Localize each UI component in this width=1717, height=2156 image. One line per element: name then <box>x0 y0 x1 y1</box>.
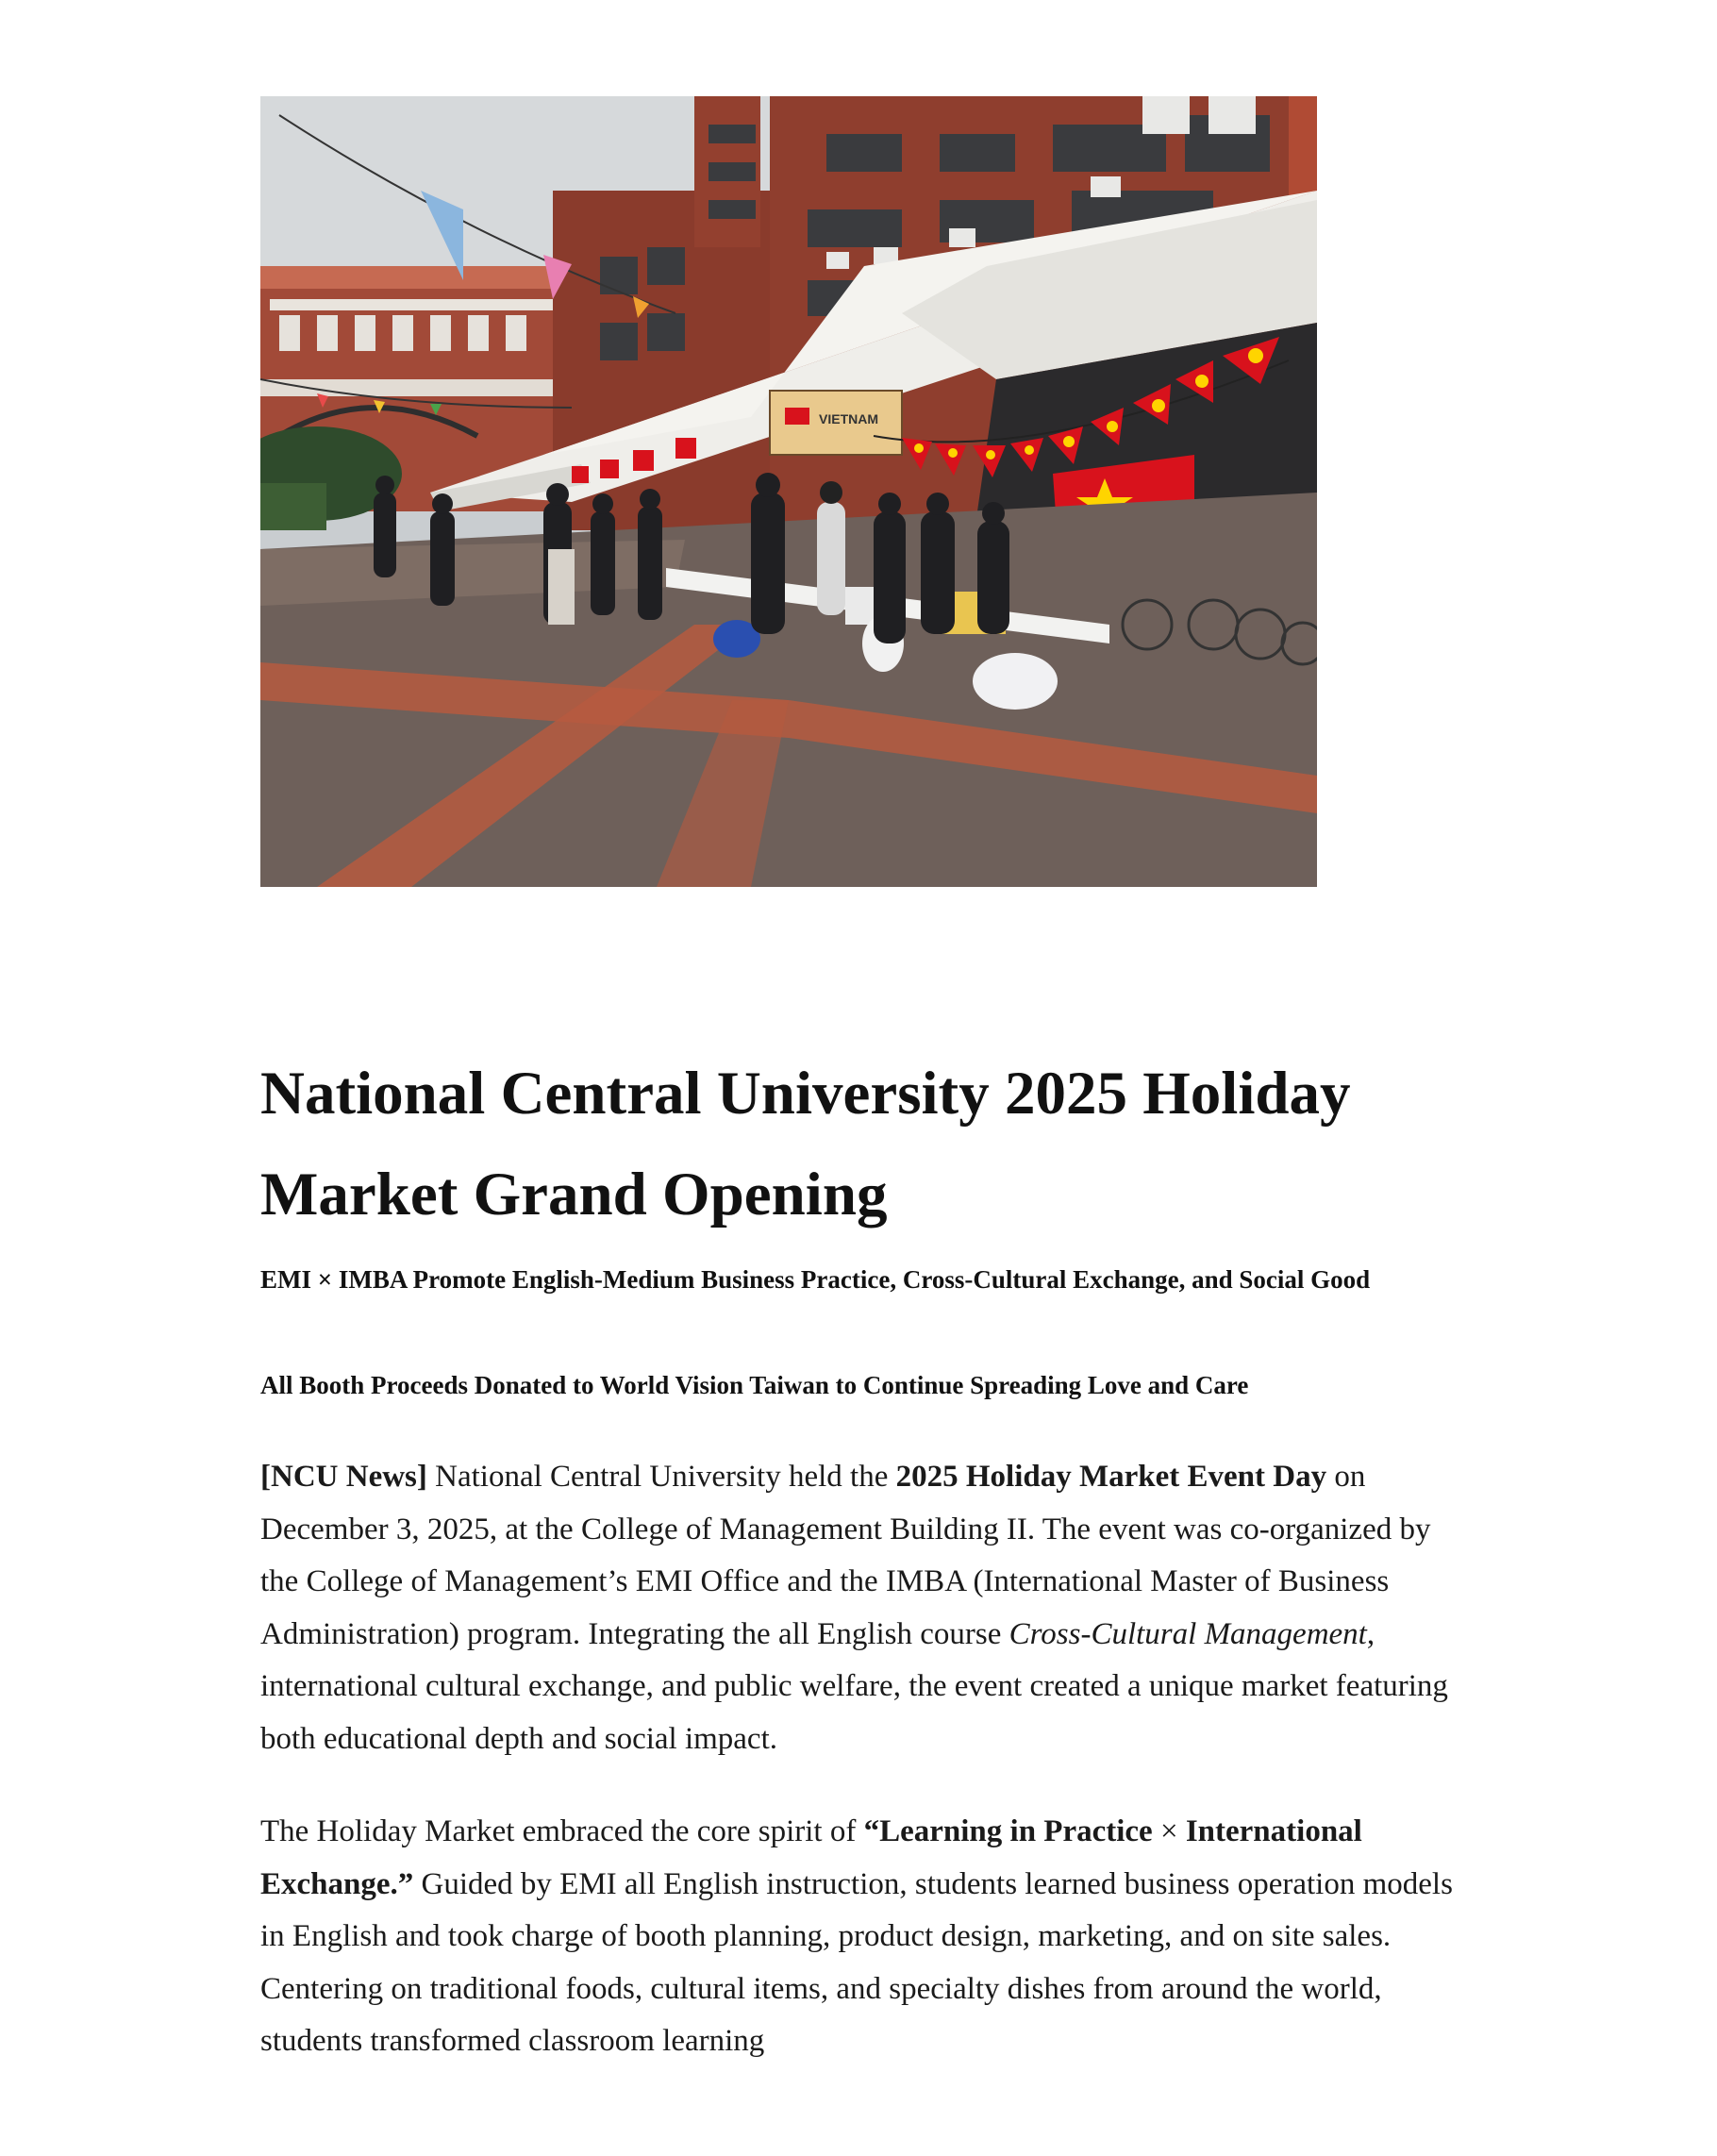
p1-bold-1: 2025 Holiday Market Event Day <box>895 1460 1327 1494</box>
p1-italic-course: Cross-Cultural Management <box>1009 1616 1367 1651</box>
article-paragraph-1 <box>260 1451 1468 1765</box>
p2-text-3: Guided by EMI all English instruction, students learned business operation models in English and took charge of booth planning, product design, marketing, and on site sales. Centering on traditional foods, cultural items, and specialty dishes from around the world, students transformed classroom learning <box>260 1866 1453 2058</box>
article-subtitle-1: EMI × IMBA Promote English-Medium Business Practice, Cross-Cultural Exchange, and Social Good <box>260 1265 1371 1294</box>
p2-text-2: × <box>1152 1814 1186 1848</box>
news-tag: [NCU News] <box>260 1460 427 1494</box>
booth-sign-text: VIETNAM <box>819 411 878 426</box>
hero-photo <box>260 96 1317 887</box>
p2-bold-1: “Learning in Practice <box>863 1814 1153 1848</box>
p1-text-3: , international cultural exchange, and public welfare, the event created a unique market featuring both educational depth and social impact. <box>260 1616 1448 1756</box>
paving <box>260 493 1317 887</box>
article-title-line-2: Market Grand Opening <box>260 1161 888 1228</box>
p1-text-1: National Central University held the <box>426 1460 896 1494</box>
p2-text-1: The Holiday Market embraced the core spirit of <box>260 1814 864 1848</box>
article-subtitle-2: All Booth Proceeds Donated to World Vision Taiwan to Continue Spreading Love and Care <box>260 1371 1249 1399</box>
article-paragraph-2 <box>260 1806 1468 2068</box>
p1-text-2: on December 3, 2025, at the College of Management Building II. The event was co-organized by the College of Management’s EMI Office and the IMBA (International Master of Business Administration) program. Integrating the all English course <box>260 1460 1431 1651</box>
booth-sign <box>770 391 902 455</box>
article-title-line-1: National Central University 2025 Holiday <box>260 1060 1351 1128</box>
p2-bold-2: International Exchange.” <box>260 1814 1362 1901</box>
article-title <box>260 1044 1487 1245</box>
